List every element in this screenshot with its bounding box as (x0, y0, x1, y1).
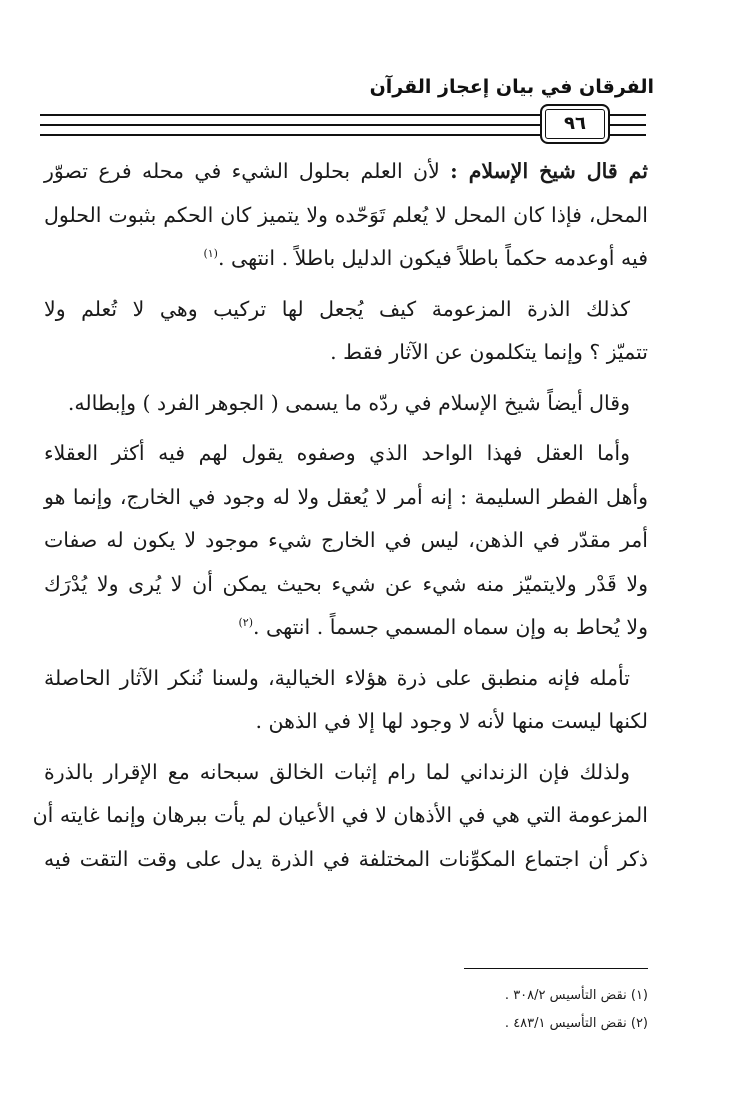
footnote-1: (١) نقض التأسيس ٣٠٨/٢ . (504, 988, 648, 1003)
paragraph-2 (44, 288, 648, 375)
footnote-2: (٢) نقض التأسيس ٤٨٣/١ . (504, 1016, 648, 1031)
paragraph-line: المزعومة التي هي في الأذهان لا في الأعيان لم يأت ببرهان وإنما غايته أن (32, 803, 648, 827)
paragraph-line: أمر مقدّر في الذهن، ليس في الخارج شيء موجود لا يكون له صفات (44, 528, 648, 552)
line-text: فيه أوعدمه حكماً باطلاً فيكون الدليل باطلاً . انتهى . (217, 246, 648, 270)
paragraph-line: المحل، فإذا كان المحل لا يُعلم تَوَحّده ولا يتميز كان الحكم بثبوت الحلول (44, 202, 648, 227)
paragraph-line: لكنها ليست منها لأنه لا وجود لها إلا في الذهن . (255, 709, 648, 733)
running-header-title: الفرقان في بيان إعجاز القرآن (369, 76, 654, 98)
paragraph-line: كذلك الذرة المزعومة كيف يُجعل لها تركيب وهي لا تُعلم ولا (44, 296, 630, 321)
line-text: ولا يُحاط به وإن سماه المسمي جسماً . انتهى . (253, 615, 648, 639)
paragraph-line: وقال أيضاً شيخ الإسلام في ردّه ما يسمى ( الجوهر الفرد ) وإبطاله. (67, 390, 630, 415)
paragraph-5 (44, 657, 648, 744)
paragraph-line: وأما العقل فهذا الواحد الذي وصفوه يقول لهم فيه أكثر العقلاء (44, 441, 630, 465)
paragraph-line: تتميّز ؟ وإنما يتكلمون عن الآثار فقط . (330, 340, 648, 364)
paragraph-line: ذكر أن اجتماع المكوِّنات المختلفة في الذرة يدل على وقت التقت فيه (44, 846, 648, 871)
paragraph-6 (32, 751, 648, 882)
quote-lead: ثم قال شيخ الإسلام : (450, 159, 648, 183)
paragraph-line (44, 237, 648, 281)
paragraph-line: وأهل الفطر السليمة : إنه أمر لا يُعقل ولا له وجود في الخارج، وإنما هو (44, 484, 648, 509)
footnotes (44, 982, 648, 1038)
paragraph-line: تأمله فإنه منطبق على ذرة هؤلاء الخيالية، ولسنا نُنكر الآثار الحاصلة (44, 665, 630, 690)
paragraph-line: ولذلك فإن الزنداني لما رام إثبات الخالق سبحانه مع الإقرار بالذرة (44, 759, 630, 784)
page-number: ٩٦ (540, 104, 610, 144)
paragraph-line: ولا قَدْر ولايتميّز منه شيء عن شيء بحيث يمكن أن لا يُرى ولا يُدْرَك (44, 571, 648, 596)
paragraph-line (44, 150, 648, 194)
footnote-separator (464, 968, 648, 969)
paragraph-4 (44, 432, 648, 650)
paragraph-3 (44, 382, 648, 426)
paragraph-line (44, 606, 648, 650)
paragraph-1 (44, 150, 648, 281)
footnote-ref-1[interactable]: (١) (203, 247, 218, 261)
line-text: لأن العلم بحلول الشيء في محله فرع تصوّر (44, 159, 440, 183)
body-text (32, 150, 648, 888)
footnote-ref-2[interactable]: (٢) (238, 616, 254, 630)
